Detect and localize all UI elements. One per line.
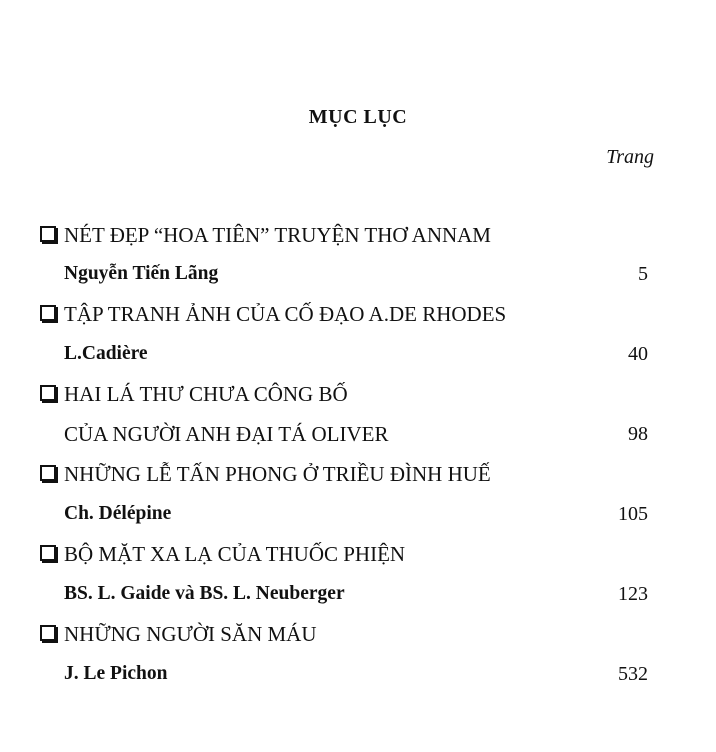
page-column-label: Trang (606, 146, 654, 168)
checkbox-icon (40, 465, 56, 481)
toc-entry-title[interactable] (40, 459, 648, 489)
entry-subtitle: CỦA NGƯỜI ANH ĐẠI TÁ OLIVER (64, 422, 389, 446)
checkbox-icon (40, 226, 56, 242)
entry-title: NÉT ĐẸP “HOA TIÊN” TRUYỆN THƠ ANNAM (64, 223, 491, 247)
toc-entry-subtitle (40, 419, 648, 449)
entry-author: L.Cadière (64, 343, 148, 364)
checkbox-icon (40, 545, 56, 561)
toc-entry-title[interactable] (40, 220, 648, 250)
entry-title: NHỮNG NGƯỜI SĂN MÁU (64, 622, 317, 646)
toc-entry-author (40, 579, 648, 609)
toc-entry-title[interactable] (40, 379, 648, 409)
entry-page-number: 123 (618, 583, 648, 605)
entry-title: TẬP TRANH ẢNH CỦA CỐ ĐẠO A.DE RHODES (64, 302, 507, 326)
toc-entry-author (40, 659, 648, 689)
entry-page-number: 40 (628, 343, 648, 365)
entry-page-number: 5 (638, 263, 648, 285)
entry-author: BS. L. Gaide và BS. L. Neuberger (64, 583, 345, 604)
entry-title: BỘ MẶT XA LẠ CỦA THUỐC PHIỆN (64, 542, 406, 566)
toc-entry-author (40, 259, 648, 289)
toc-entry-author (40, 499, 648, 529)
toc-heading: MỤC LỤC (308, 106, 408, 128)
entry-page-number: 532 (618, 663, 648, 685)
entry-title: NHỮNG LỄ TẤN PHONG Ở TRIỀU ĐÌNH HUẾ (64, 462, 491, 486)
entry-author: J. Le Pichon (64, 663, 168, 684)
entry-author: Ch. Délépine (64, 503, 172, 524)
checkbox-icon (40, 305, 56, 321)
toc-entry-title[interactable] (40, 619, 648, 649)
toc-entry-title[interactable] (40, 299, 648, 329)
toc-entry-author (40, 339, 648, 369)
toc-entry-title[interactable] (40, 539, 648, 569)
entry-author: Nguyễn Tiến Lãng (64, 263, 219, 284)
checkbox-icon (40, 385, 56, 401)
entry-title: HAI LÁ THƯ CHƯA CÔNG BỐ (64, 382, 348, 406)
entry-page-number: 98 (628, 423, 648, 445)
checkbox-icon (40, 625, 56, 641)
entry-page-number: 105 (618, 503, 648, 525)
